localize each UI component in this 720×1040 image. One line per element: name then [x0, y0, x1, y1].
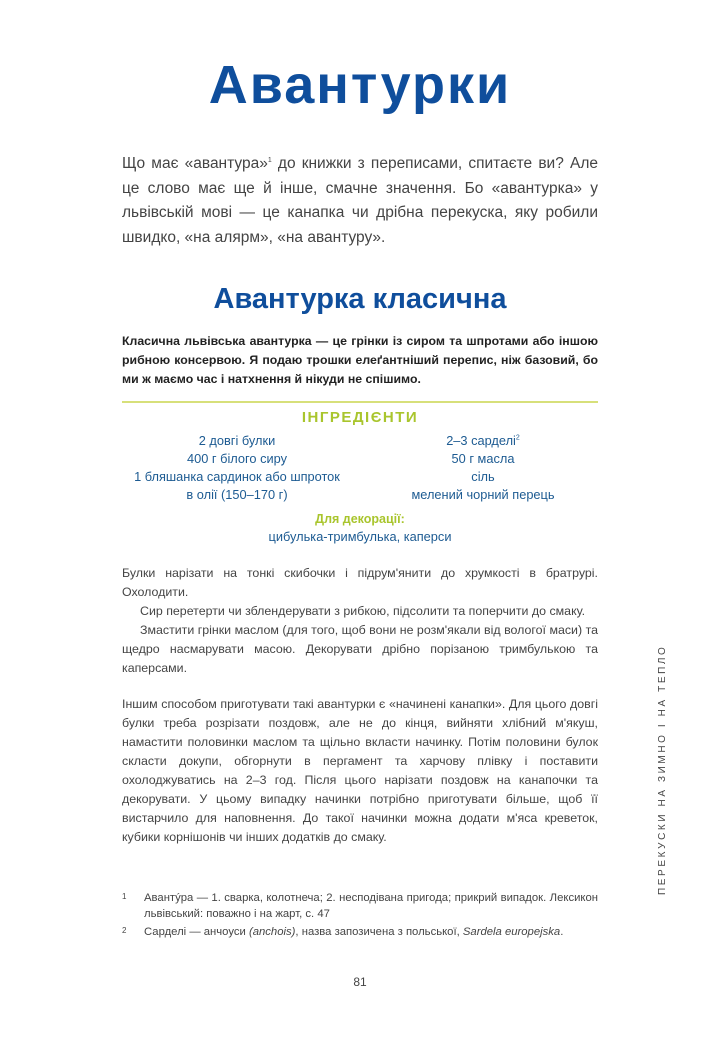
footnote-1: [122, 891, 598, 922]
decoration-items: цибулька-тримбулька, каперси: [268, 529, 452, 544]
footnote-ref: 1: [267, 156, 272, 164]
fn-part: , назва запозичена з польської,: [295, 926, 463, 938]
ingredients-left: [122, 432, 352, 504]
fn-italic: Sardela europejska: [462, 926, 561, 938]
instruction-paragraph: Іншим способом приготувати такі авантурки є «начинені канапки». Для цього довгі булки треба розрізати поздовж, але не до кінця, вийняти хлібний м'якуш, намастити половинки маслом та щільно вкласти начинку. Потім половини булок скласти докупи, обгорнути в пергамент та харчову плівку і поставити охолоджуватись на 2–3 год. Після цього нарізати поздовж на канапочки та декорувати. У цьому випадку начинки потрібно приготувати більше, щоб її вистарчило для наповнення. До такої начинки можна додати м'яса креветок, кубики корнішонів чи інших додатків до смаку.: [122, 697, 598, 844]
footnote-number: 2: [122, 926, 127, 935]
decoration-heading: Для декорації:: [315, 512, 405, 526]
instruction-paragraph: Булки нарізати на тонкі скибочки і підрум'янити до хрумкості в братрурі. Охолодити.: [122, 566, 598, 599]
footnote-text: [144, 925, 598, 941]
alternative-method: [122, 695, 598, 847]
intro-text: до книжки з переписами, спитаєте ви? Але це слово має ще й інше, смачне значення. Бо «авантурка» у львівській мові — це канапка чи дрібна перекуска, яку робили швидко, «на алярм», «на авантуру».: [122, 155, 598, 246]
ingredient: мелений чорний перець: [411, 487, 555, 502]
ingredient: 50 г масла: [451, 451, 515, 466]
page-title: Авантурки: [208, 55, 512, 115]
intro-paragraph: [122, 152, 598, 250]
ingredient: 2 довгі булки: [198, 433, 276, 448]
intro-text: Що має «авантура»: [122, 155, 268, 172]
divider: [122, 401, 598, 403]
instruction-paragraph: Сир перетерти чи зблендерувати з рибкою, підсолити та поперчити до смаку.: [140, 604, 586, 618]
footnote-number: 1: [122, 892, 127, 901]
page-number: 81: [353, 974, 367, 989]
ingredient: 1 бляшанка сардинок або шпроток: [134, 469, 340, 484]
footnotes: [122, 891, 598, 944]
chapter-side-title: ПЕРЕКУСКИ НА ЗИМНО І НА ТЕПЛО: [657, 644, 668, 895]
fn-part: .: [560, 926, 564, 938]
instruction-paragraph: Змастити грінки маслом (для того, щоб вони не розм'якали від вологої маси) та щедро насмарувати масою. Декорувати дрібно порізаною тримбулькою та каперсами.: [122, 623, 598, 675]
ingredient: [368, 432, 598, 450]
ingredient: 400 г білого сиру: [186, 451, 287, 466]
ingredients-right: [368, 432, 598, 504]
fn-italic: (anchois): [248, 926, 296, 938]
footnote-text: Авантýра — 1. сварка, колотнеча; 2. несподівана пригода; прикрий випадок. Лексикон львівський: поважно і на жарт, с. 47: [144, 892, 598, 920]
footnote-2: [122, 925, 598, 941]
instructions: [122, 564, 598, 678]
ingredients-heading: ІНГРЕДІЄНТИ: [301, 409, 419, 426]
ingredients-columns: [122, 432, 598, 504]
ingredient: сіль: [471, 469, 495, 484]
ingredient: в олії (150–170 г): [186, 487, 288, 502]
recipe-title: Авантурка класична: [213, 283, 507, 315]
fn-part: Сарделі — анчоуси: [144, 926, 249, 938]
recipe-lead: Класична львівська авантурка — це грінки із сиром та шпротами або іншою рибною консервою. Я подаю трошки елеґантніший перепис, ніж базовий, бо ми ж маємо час і натхнення й нікуди не спішимо.: [122, 334, 598, 386]
ingredient-text: 2–3 сарделі: [446, 433, 516, 448]
footnote-ref: 2: [515, 434, 520, 442]
